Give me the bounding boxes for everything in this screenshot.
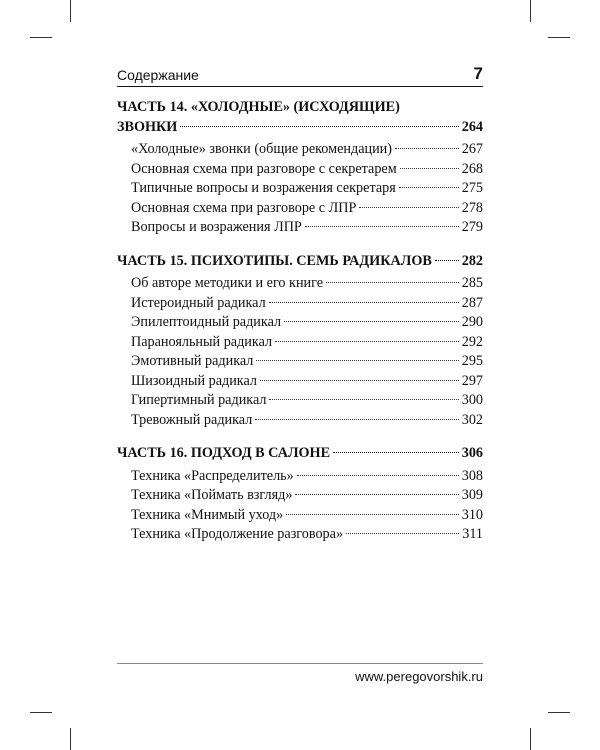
part-title-line1[interactable]: ЧАСТЬ 14. «ХОЛОДНЫЕ» (ИСХОДЯЩИЕ) (117, 99, 400, 115)
crop-mark (70, 728, 71, 750)
entry-page: 285 (461, 275, 483, 291)
dot-leader (399, 187, 459, 188)
page-footer (117, 663, 483, 684)
dot-leader (284, 321, 459, 322)
entry-label: Типичные вопросы и возражения секретаря (131, 180, 396, 196)
dot-leader (269, 302, 459, 303)
crop-mark (30, 37, 52, 38)
toc-entry[interactable] (117, 179, 483, 199)
toc-entry[interactable] (117, 486, 483, 506)
dot-leader (395, 148, 459, 149)
entry-label: «Холодные» звонки (общие рекомендации) (131, 141, 392, 157)
entry-page: 309 (461, 487, 483, 503)
part-title: ЧАСТЬ 15. ПСИХОТИПЫ. СЕМЬ РАДИКАЛОВ (117, 252, 432, 269)
entry-label: Шизоидный радикал (131, 372, 257, 389)
entry-label: Техника «Мнимый уход» (131, 506, 284, 523)
entry-label: Гипертимный радикал (131, 392, 267, 408)
entry-label: Истероидный радикал (131, 294, 266, 311)
toc-part-16 (117, 444, 483, 545)
part-page: 306 (461, 445, 483, 461)
toc-part-14 (117, 98, 483, 238)
entry-page: 290 (461, 314, 483, 330)
footer-url[interactable]: www.peregovorshik.ru (355, 669, 483, 684)
entry-label: Основная схема при разговоре с ЛПР (131, 199, 357, 216)
toc-entry[interactable] (117, 391, 483, 411)
entry-label: Основная схема при разговоре с секретарем (131, 160, 397, 177)
toc-part-heading[interactable] (117, 118, 483, 138)
crop-mark (30, 712, 52, 713)
dot-leader (256, 360, 458, 361)
dot-leader (400, 168, 459, 169)
header-title: Содержание (117, 67, 199, 83)
entry-label: Техника «Поймать взгляд» (131, 487, 293, 503)
entry-label: Паранояльный радикал (131, 333, 273, 350)
toc-entry[interactable] (117, 313, 483, 333)
crop-mark (548, 37, 570, 38)
dot-leader (297, 475, 459, 476)
entry-page: 267 (461, 141, 483, 157)
entry-page: 310 (461, 506, 483, 523)
entry-page: 278 (461, 199, 483, 216)
entry-label: Эпилептоидный радикал (131, 314, 282, 330)
entry-label: Техника «Продолжение разговора» (131, 526, 344, 542)
toc-part-heading[interactable] (117, 444, 483, 464)
entry-page: 295 (461, 353, 483, 369)
entry-page: 287 (461, 294, 483, 311)
table-of-contents (117, 98, 483, 545)
entry-page: 311 (462, 526, 483, 542)
entry-label: Техника «Распределитель» (131, 467, 294, 484)
toc-entry[interactable] (117, 294, 483, 314)
dot-leader (286, 514, 458, 515)
dot-leader (180, 126, 458, 127)
entry-page: 275 (461, 180, 483, 196)
toc-entry[interactable] (117, 467, 483, 487)
toc-entry[interactable] (117, 372, 483, 392)
entry-page: 268 (461, 160, 483, 177)
part-title: ЧАСТЬ 16. ПОДХОД В САЛОНЕ (117, 445, 331, 461)
part-page: 264 (461, 118, 483, 135)
entry-label: Тревожный радикал (131, 411, 253, 428)
dot-leader (295, 494, 458, 495)
part-page: 282 (461, 252, 483, 269)
crop-mark (548, 712, 570, 713)
entry-label: Вопросы и возражения ЛПР (131, 219, 302, 235)
entry-label: Эмотивный радикал (131, 353, 254, 369)
dot-leader (333, 452, 459, 453)
toc-entry[interactable] (117, 411, 483, 431)
crop-mark (530, 0, 531, 22)
crop-mark (530, 728, 531, 750)
dot-leader (255, 419, 458, 420)
entry-label: Об авторе методики и его книге (131, 275, 324, 291)
dot-leader (326, 282, 459, 283)
dot-leader (260, 380, 459, 381)
toc-entry[interactable] (117, 274, 483, 294)
toc-entry[interactable] (117, 218, 483, 238)
entry-page: 297 (461, 372, 483, 389)
entry-page: 308 (461, 467, 483, 484)
toc-part-15 (117, 252, 483, 431)
entry-page: 302 (461, 411, 483, 428)
running-header (117, 64, 483, 87)
toc-entry[interactable] (117, 506, 483, 526)
toc-part-heading[interactable] (117, 252, 483, 272)
toc-entry[interactable] (117, 333, 483, 353)
entry-page: 300 (461, 392, 483, 408)
toc-entry[interactable] (117, 525, 483, 545)
toc-entry[interactable] (117, 140, 483, 160)
header-page-number: 7 (473, 64, 483, 83)
crop-mark (70, 0, 71, 22)
dot-leader (435, 260, 459, 261)
toc-entry[interactable] (117, 160, 483, 180)
part-title-line2: ЗВОНКИ (117, 118, 178, 135)
dot-leader (346, 533, 459, 534)
toc-entry[interactable] (117, 199, 483, 219)
entry-page: 279 (461, 219, 483, 235)
toc-entry[interactable] (117, 352, 483, 372)
dot-leader (305, 226, 459, 227)
dot-leader (269, 399, 458, 400)
dot-leader (359, 207, 458, 208)
dot-leader (275, 341, 459, 342)
entry-page: 292 (461, 333, 483, 350)
